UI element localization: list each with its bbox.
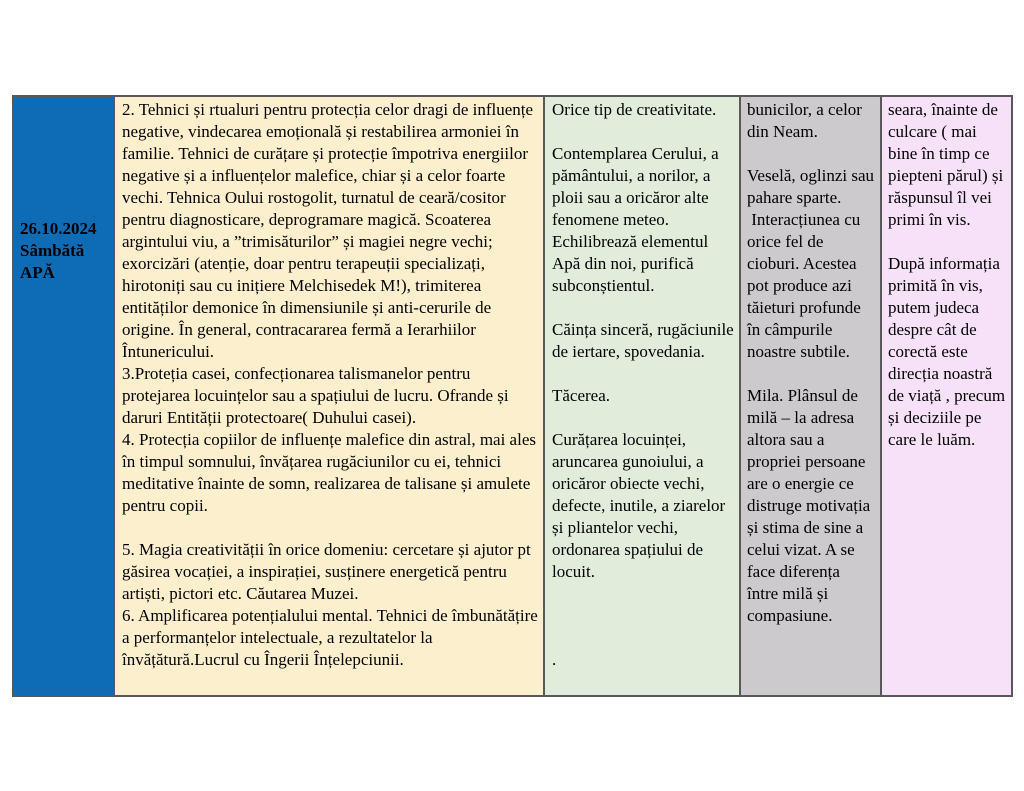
paragraph: Veselă, oglinzi sau pahare sparte. bbox=[747, 166, 879, 207]
paragraph: Contemplarea Cerului, a pământului, a norilor, a ploii sau a oricăror alte fenomene meteo. Echilibrează elementul Apă din noi, purifică subconștientul. bbox=[552, 144, 723, 295]
paragraph bbox=[552, 583, 734, 605]
paragraph bbox=[747, 143, 875, 165]
paragraph: 5. Magia creativității în orice domeniu: cercetare și ajutor pt găsirea vocației, a inspirației, susținere energetică pentru artiști, pictori etc. Căutarea Muzei. bbox=[122, 540, 536, 603]
paragraph: Căința sinceră, rugăciunile de iertare, spovedania. bbox=[552, 320, 738, 361]
paragraph: Orice tip de creativitate. bbox=[552, 100, 717, 119]
paragraph bbox=[552, 121, 734, 143]
paragraph: După informația primită în vis, putem judeca despre cât de corectă este direcția noastră de viață , precum și deciziile pe care le luăm. bbox=[888, 254, 1010, 449]
date-cell bbox=[14, 97, 115, 695]
paragraph: Interacțiunea cu orice fel de cioburi. Acestea pot produce azi tăieturi profunde în câmpurile noastre subtile. bbox=[747, 210, 866, 361]
paragraph bbox=[122, 517, 538, 539]
paragraph: 4. Protecția copiilor de influențe malefice din astral, mai ales în timpul somnului, învățarea rugăciunilor cu ei, tehnici meditative înainte de somn, realizarea de talisane și amulete pentru copii. bbox=[122, 430, 541, 515]
paragraph: 6. Amplificarea potențialului mental. Tehnici de îmbunătățire a performanțelor intelectuale, a rezultatelor la învățătură.Lucrul cu Îngerii Înțelepciunii. bbox=[122, 606, 543, 669]
paragraph bbox=[747, 363, 875, 385]
paragraph: 2. Tehnici și rtualuri pentru protecția celor dragi de influențe negative, vindecarea emoțională și restabilirea armoniei în familie. Tehnici de curățare și protecție împotriva energiilor negative și a influențelor malefice, chiar și a celor foarte vechi. Tehnica Oului rostogolit, turnatul de ceară/cositor pentru diagnosticare, deprogramare magică. Scoaterea argintului viu, a ”trimisăturilor” și magiei negre vechi; exorcizări (atenție, doar pentru terapeuții specializați, hirotoniți sau cu inițiere Melchisedek M!), trimiterea entităților demonice în dimensiunile și anti-cerurile de origine. În general, contracararea fermă a Ierarhiilor Întunericului. bbox=[122, 100, 538, 361]
paragraph: Sâmbătă bbox=[20, 241, 85, 260]
paragraph: . bbox=[552, 650, 557, 669]
paragraph: 26.10.2024 bbox=[20, 219, 97, 238]
paragraph bbox=[552, 407, 734, 429]
paragraph bbox=[552, 363, 734, 385]
paragraph bbox=[552, 297, 734, 319]
paragraph bbox=[888, 231, 1006, 253]
paragraph: Mila. Plânsul de milă – la adresa altora sau a propriei persoane are o energie ce distruge motivația și stima de sine a celui vizat. A se face diferența între milă și compasiune. bbox=[747, 386, 875, 625]
paragraph bbox=[552, 627, 734, 649]
paragraph: bunicilor, a celor din Neam. bbox=[747, 100, 867, 141]
paragraph: APĂ bbox=[20, 263, 55, 282]
things-to-avoid-cell bbox=[741, 97, 882, 695]
dream-guidance-cell bbox=[882, 97, 1011, 695]
paragraph: 3.Proteția casei, confecționarea talismanelor pentru protejarea locuințelor sau a spațiului de lucru. Ofrande și daruri Entității protectoare( Duhului casei). bbox=[122, 364, 513, 427]
rituals-techniques-cell bbox=[115, 97, 545, 695]
paragraph: seara, înainte de culcare ( mai bine în timp ce piepteni părul) și răspunsul îl vei primi în vis. bbox=[888, 100, 1008, 229]
calendar-table bbox=[12, 95, 1013, 697]
paragraph: Tăcerea. bbox=[552, 386, 611, 405]
paragraph bbox=[552, 605, 734, 627]
paragraph: Curățarea locuinței, aruncarea gunoiului, a oricăror obiecte vechi, defecte, inutile, a ziarelor și pliantelor vechi, ordonarea spațiului de locuit. bbox=[552, 430, 730, 581]
recommended-activities-cell bbox=[545, 97, 741, 695]
